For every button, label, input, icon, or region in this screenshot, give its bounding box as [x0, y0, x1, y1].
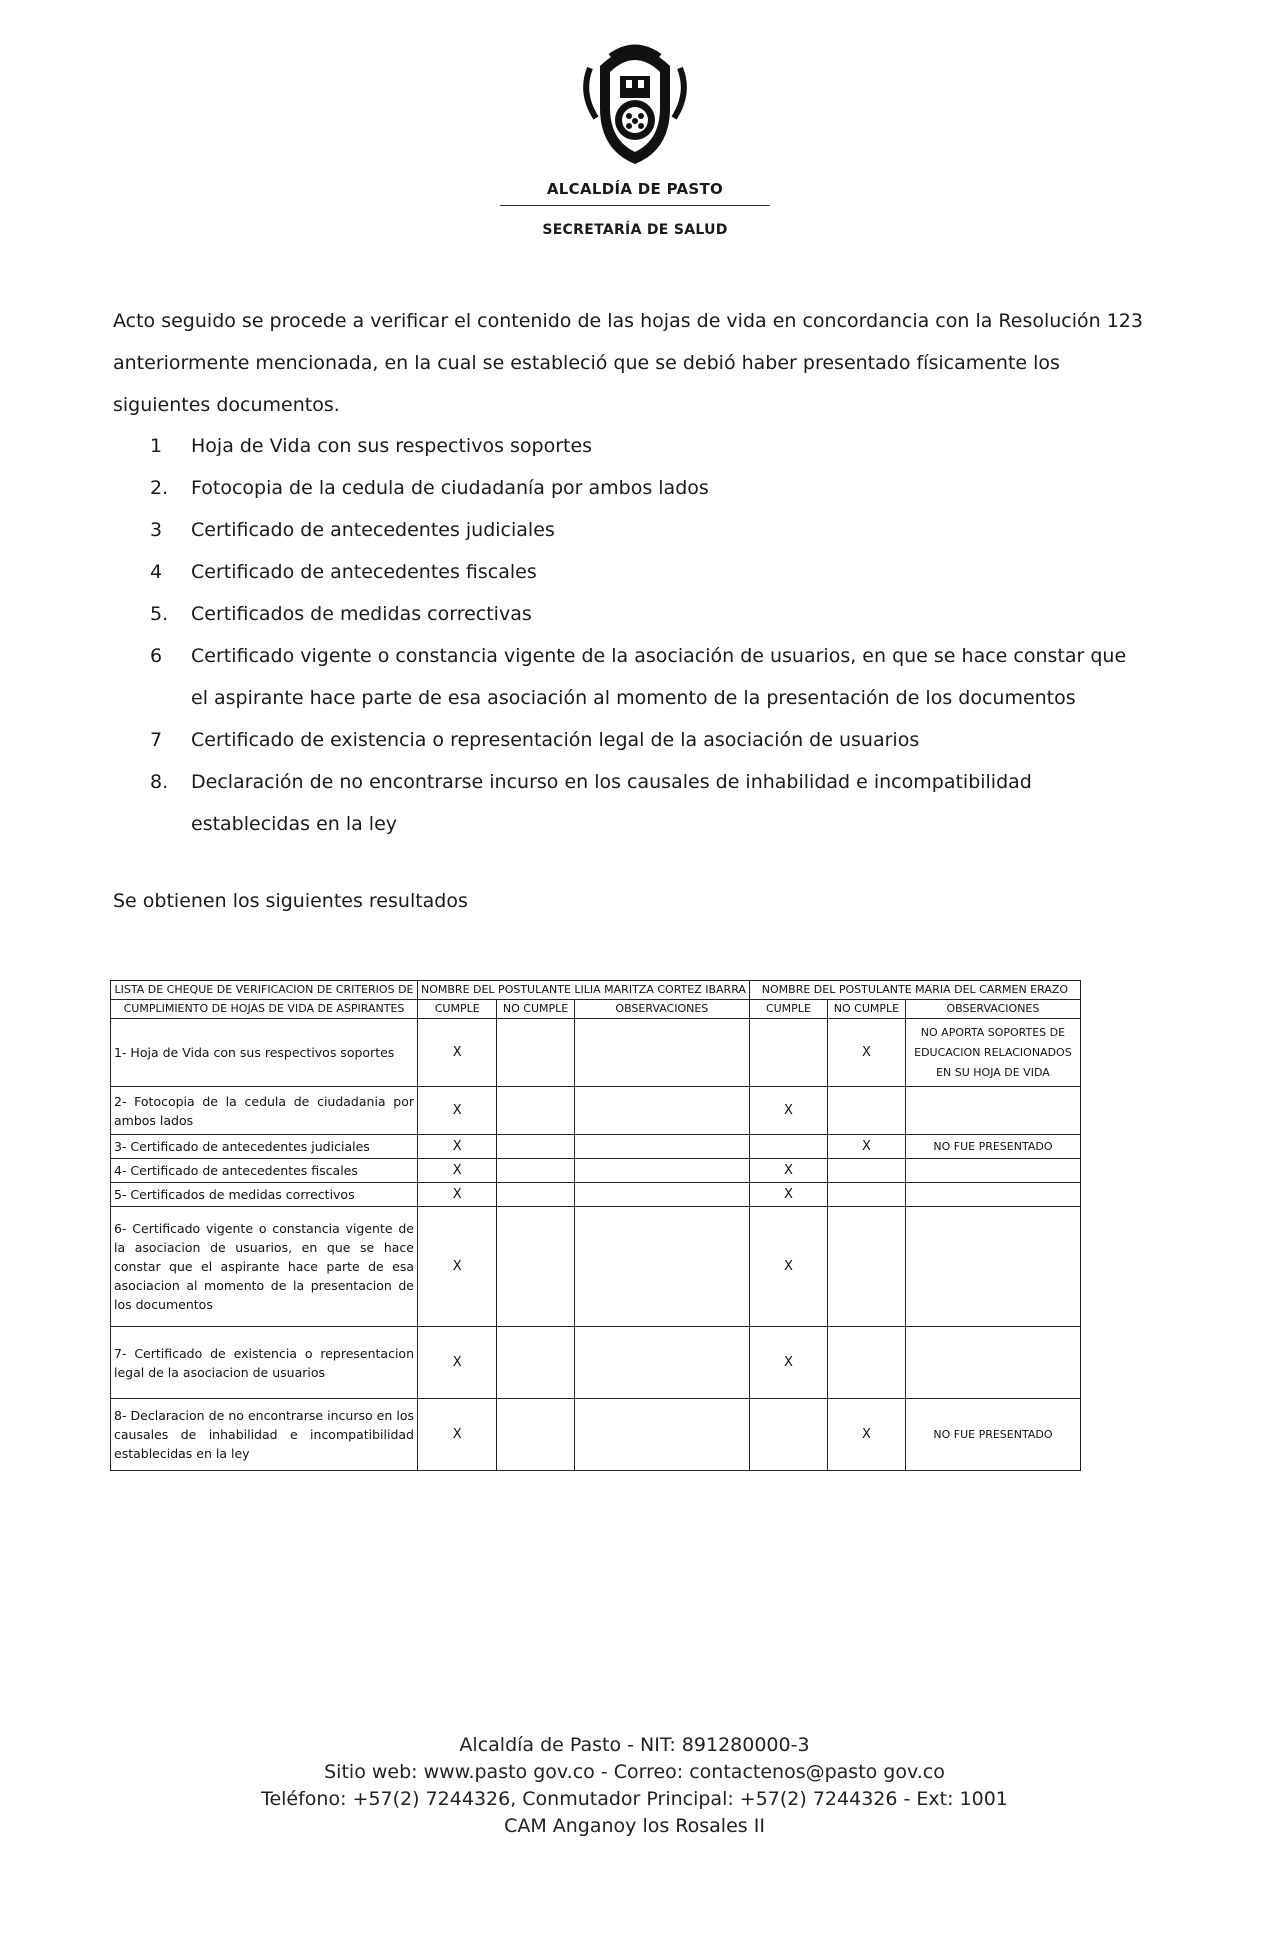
list-item	[113, 467, 1143, 509]
a1-cumple-cell: X	[418, 1087, 497, 1135]
a2-no-cumple-cell: X	[827, 1399, 905, 1471]
results-intro: Se obtienen los siguientes resultados	[113, 890, 468, 912]
criterion-cell: 5- Certificados de medidas correctivos	[111, 1183, 418, 1207]
criterion-cell: 1- Hoja de Vida con sus respectivos soportes	[111, 1019, 418, 1087]
verification-table	[110, 980, 1081, 1471]
list-text: Certificado de existencia o representación legal de la asociación de usuarios	[191, 729, 920, 751]
a2-obs-cell	[905, 1183, 1080, 1207]
a1-no-cumple-cell	[497, 1019, 574, 1087]
list-number: 1	[150, 435, 163, 457]
list-text: Hoja de Vida con sus respectivos soportes	[191, 435, 593, 457]
a2-cumple-cell: X	[749, 1159, 827, 1183]
a1-cumple-cell: X	[418, 1159, 497, 1183]
table-header-criteria: LISTA DE CHEQUE DE VERIFICACION DE CRITERIOS DE	[111, 981, 418, 1000]
footer-contact: Sitio web: www.pasto gov.co - Correo: contactenos@pasto gov.co	[324, 1761, 945, 1783]
table-row	[111, 1183, 1081, 1207]
applicant1-name: NOMBRE DEL POSTULANTE LILIA MARITZA CORTEZ IBARRA	[418, 981, 750, 1000]
a2-obs-cell: NO FUE PRESENTADO	[905, 1399, 1080, 1471]
criterion-cell: 7- Certificado de existencia o representacion legal de la asociacion de usuarios	[111, 1327, 418, 1399]
table-header-criteria-sub: CUMPLIMIENTO DE HOJAS DE VIDA DE ASPIRANTES	[111, 1000, 418, 1019]
list-number: 6	[150, 645, 163, 667]
criterion-cell: 3- Certificado de antecedentes judiciales	[111, 1135, 418, 1159]
criterion-cell: 2- Fotocopia de la cedula de ciudadania por ambos lados	[111, 1087, 418, 1135]
header-divider	[500, 205, 770, 206]
coat-of-arms-seal	[580, 38, 690, 168]
list-item	[113, 719, 1143, 761]
a1-obs-cell	[574, 1135, 749, 1159]
required-documents-list	[113, 425, 1143, 845]
a1-cumple-cell: X	[418, 1399, 497, 1471]
table-row	[111, 1207, 1081, 1327]
a2-no-cumple-cell: X	[827, 1135, 905, 1159]
list-item	[113, 551, 1143, 593]
footer-nit: Alcaldía de Pasto - NIT: 891280000-3	[459, 1734, 810, 1756]
list-item	[113, 593, 1143, 635]
table-row	[111, 1399, 1081, 1471]
col-observaciones: OBSERVACIONES	[905, 1000, 1080, 1019]
a1-no-cumple-cell	[497, 1207, 574, 1327]
a2-no-cumple-cell	[827, 1207, 905, 1327]
a2-cumple-cell	[749, 1019, 827, 1087]
list-number: 5.	[150, 603, 169, 625]
a2-obs-cell	[905, 1327, 1080, 1399]
a1-no-cumple-cell	[497, 1399, 574, 1471]
a1-no-cumple-cell	[497, 1327, 574, 1399]
table-row	[111, 1087, 1081, 1135]
a2-cumple-cell: X	[749, 1087, 827, 1135]
list-text: Fotocopia de la cedula de ciudadanía por ambos lados	[191, 477, 709, 499]
col-no-cumple: NO CUMPLE	[497, 1000, 574, 1019]
table-row	[111, 1327, 1081, 1399]
department-name: SECRETARÍA DE SALUD	[542, 222, 728, 238]
a1-obs-cell	[574, 1019, 749, 1087]
a1-cumple-cell: X	[418, 1019, 497, 1087]
a1-obs-cell	[574, 1207, 749, 1327]
a1-obs-cell	[574, 1327, 749, 1399]
criterion-cell: 8- Declaracion de no encontrarse incurso en los causales de inhabilidad e incompatibilidad establecidas en la ley	[111, 1399, 418, 1471]
list-number: 8.	[150, 771, 169, 793]
a1-obs-cell	[574, 1399, 749, 1471]
a1-obs-cell	[574, 1159, 749, 1183]
a2-cumple-cell: X	[749, 1327, 827, 1399]
a2-no-cumple-cell	[827, 1159, 905, 1183]
a2-obs-cell	[905, 1159, 1080, 1183]
col-cumple: CUMPLE	[749, 1000, 827, 1019]
list-item	[113, 425, 1143, 467]
a2-no-cumple-cell	[827, 1327, 905, 1399]
a1-no-cumple-cell	[497, 1087, 574, 1135]
criterion-cell: 6- Certificado vigente o constancia vigente de la asociacion de usuarios, en que se hace constar que el aspirante hace parte de esa asociacion al momento de la presentacion de los documentos	[111, 1207, 418, 1327]
footer-phone: Teléfono: +57(2) 7244326, Conmutador Principal: +57(2) 7244326 - Ext: 1001	[261, 1788, 1008, 1810]
applicant2-name: NOMBRE DEL POSTULANTE MARIA DEL CARMEN ERAZO	[749, 981, 1080, 1000]
page-footer	[0, 1732, 1269, 1840]
a1-obs-cell	[574, 1183, 749, 1207]
list-number: 4	[150, 561, 163, 583]
footer-address: CAM Anganoy los Rosales II	[504, 1815, 765, 1837]
col-cumple: CUMPLE	[418, 1000, 497, 1019]
a1-cumple-cell: X	[418, 1135, 497, 1159]
a1-obs-cell	[574, 1087, 749, 1135]
list-item	[113, 509, 1143, 551]
list-item	[113, 635, 1143, 719]
a2-obs-cell: NO FUE PRESENTADO	[905, 1135, 1080, 1159]
col-observaciones: OBSERVACIONES	[574, 1000, 749, 1019]
a2-cumple-cell	[749, 1399, 827, 1471]
table-row	[111, 1159, 1081, 1183]
intro-paragraph: Acto seguido se procede a verificar el contenido de las hojas de vida en concordancia con la Resolución 123 anteriormente mencionada, en la cual se estableció que se debió haber presentado físicamente los siguientes documentos.	[113, 310, 1143, 416]
a1-cumple-cell: X	[418, 1183, 497, 1207]
a2-no-cumple-cell: X	[827, 1019, 905, 1087]
list-number: 2.	[150, 477, 169, 499]
a1-cumple-cell: X	[418, 1207, 497, 1327]
a1-no-cumple-cell	[497, 1135, 574, 1159]
list-item	[113, 761, 1143, 845]
a1-cumple-cell: X	[418, 1327, 497, 1399]
list-text: Certificados de medidas correctivas	[191, 603, 532, 625]
a1-no-cumple-cell	[497, 1183, 574, 1207]
list-number: 3	[150, 519, 163, 541]
criterion-cell: 4- Certificado de antecedentes fiscales	[111, 1159, 418, 1183]
a2-obs-cell	[905, 1087, 1080, 1135]
list-text: Declaración de no encontrarse incurso en los causales de inhabilidad e incompatibilidad establecidas en la ley	[191, 771, 1032, 835]
a2-obs-cell	[905, 1207, 1080, 1327]
list-number: 7	[150, 729, 163, 751]
list-text: Certificado de antecedentes judiciales	[191, 519, 555, 541]
table-row	[111, 1019, 1081, 1087]
list-text: Certificado vigente o constancia vigente de la asociación de usuarios, en que se hace constar que el aspirante hace parte de esa asociación al momento de la presentación de los documentos	[191, 645, 1127, 709]
list-text: Certificado de antecedentes fiscales	[191, 561, 537, 583]
col-no-cumple: NO CUMPLE	[827, 1000, 905, 1019]
a2-cumple-cell: X	[749, 1183, 827, 1207]
a2-cumple-cell: X	[749, 1207, 827, 1327]
a1-no-cumple-cell	[497, 1159, 574, 1183]
a2-cumple-cell	[749, 1135, 827, 1159]
a2-no-cumple-cell	[827, 1087, 905, 1135]
a2-no-cumple-cell	[827, 1183, 905, 1207]
a2-obs-cell: NO APORTA SOPORTES DE EDUCACION RELACIONADOS EN SU HOJA DE VIDA	[905, 1019, 1080, 1087]
org-name: ALCALDÍA DE PASTO	[546, 180, 724, 198]
table-row	[111, 1135, 1081, 1159]
